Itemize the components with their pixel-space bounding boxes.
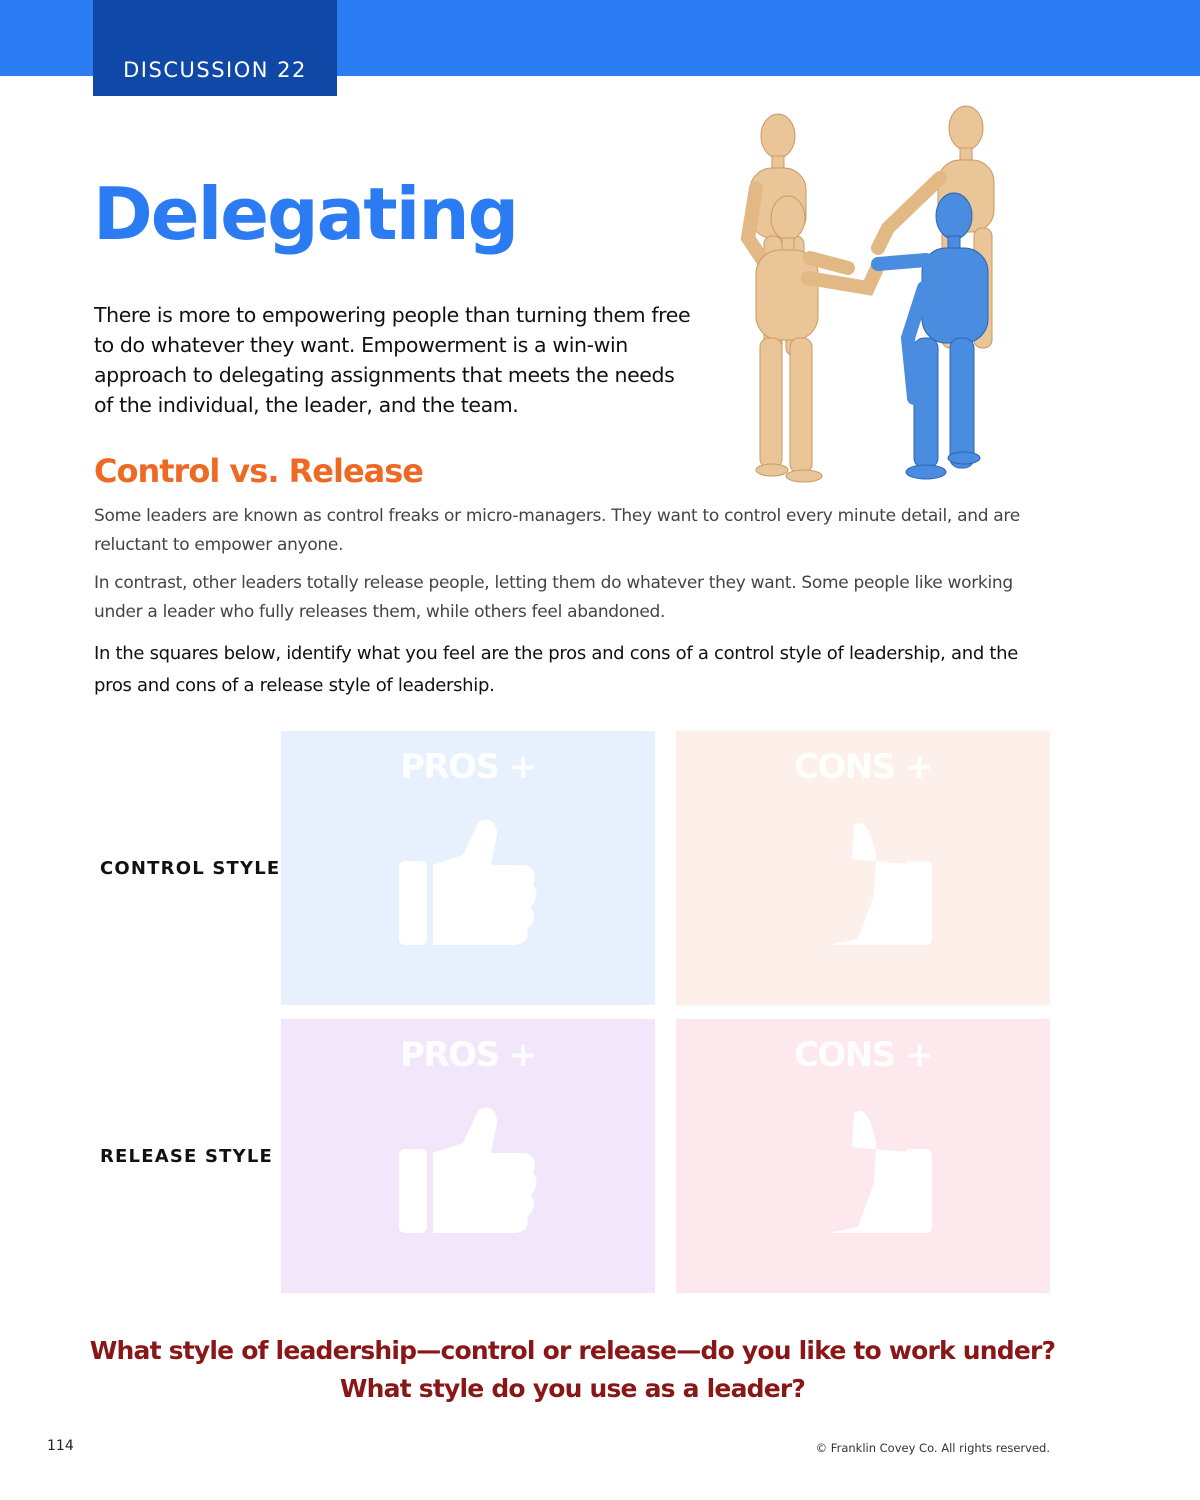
row-label-control-style: CONTROL STYLE xyxy=(100,858,281,879)
copyright-notice: © Franklin Covey Co. All rights reserved. xyxy=(815,1441,1050,1455)
thumbs-down-icon xyxy=(788,1103,938,1243)
control-pros-box[interactable] xyxy=(281,731,655,1005)
question-line-2: What style do you use as a leader? xyxy=(339,1374,806,1403)
box-heading: CONS + xyxy=(793,747,933,787)
discussion-tab xyxy=(93,0,337,96)
paragraph-control: Some leaders are known as control freaks or micro-managers. They want to control every minute detail, and are reluctant to empower anyone. xyxy=(94,506,1020,555)
discussion-label: DISCUSSION 22 xyxy=(123,58,307,82)
release-cons-box[interactable] xyxy=(676,1019,1050,1293)
thumbs-up-icon xyxy=(393,1103,543,1243)
box-heading: PROS + xyxy=(400,1035,536,1075)
instruction-paragraph: In the squares below, identify what you feel are the pros and cons of a control style of leadership, and the pros and cons of a release style of leadership. xyxy=(94,643,1019,696)
wooden-mannequins-illustration xyxy=(728,98,1028,498)
row-label-release-style: RELEASE STYLE xyxy=(100,1146,274,1167)
question-line-1: What style of leadership—control or release—do you like to work under? xyxy=(89,1336,1056,1365)
thumbs-up-icon xyxy=(393,815,543,955)
box-heading: CONS + xyxy=(793,1035,933,1075)
release-pros-box[interactable] xyxy=(281,1019,655,1293)
control-cons-box[interactable] xyxy=(676,731,1050,1005)
page-number: 114 xyxy=(47,1438,74,1454)
reflection-question xyxy=(0,1332,1145,1408)
box-heading: PROS + xyxy=(400,747,536,787)
thumbs-down-icon xyxy=(788,815,938,955)
intro-paragraph: There is more to empowering people than turning them free to do whatever they want. Empowerment is a win-win approach to delegating assignments that meets the needs of the individual, the leader, and the team. xyxy=(94,303,691,417)
paragraph-release: In contrast, other leaders totally release people, letting them do whatever they want. Some people like working under a leader who fully releases them, while others feel abandoned. xyxy=(94,573,1013,622)
section-title: Control vs. Release xyxy=(94,452,423,490)
page-title: Delegating xyxy=(93,172,518,256)
